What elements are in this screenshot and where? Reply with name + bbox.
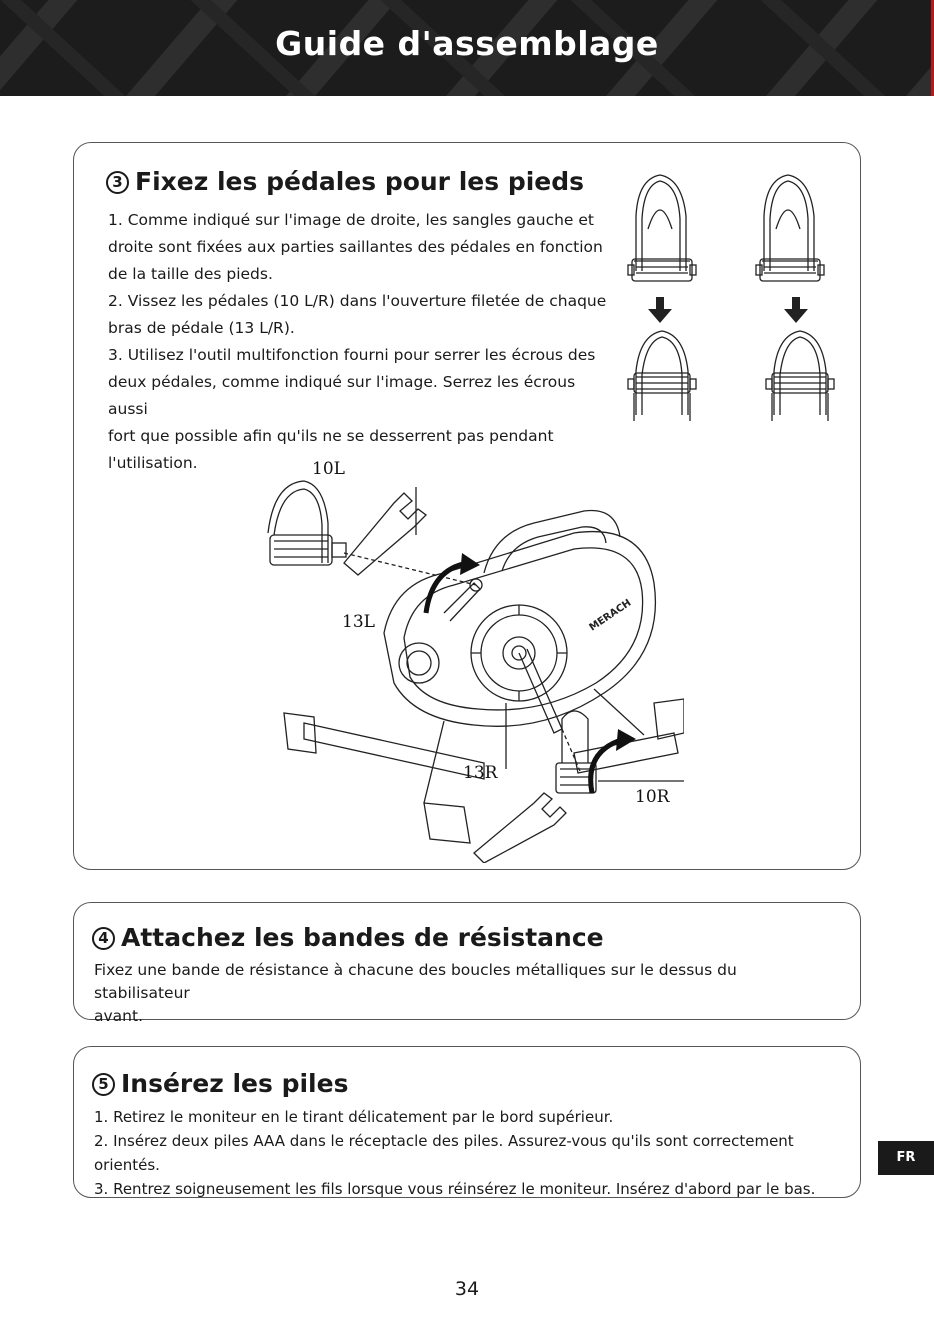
page-number: 34 [454, 1278, 480, 1300]
callout-13r: 13R [463, 763, 498, 783]
section-batteries-text: 1. Retirez le moniteur en le tirant délicatement par le bord supérieur. 2. Insérez deux piles AAA dans le réceptacle des piles. Assurez-vous qu'ils sont correctement orientés. 3. Rentrez soigneusement les fils lorsque vous réinsérez le moniteur. Insérez d'abord par le bas. [94, 1108, 816, 1198]
section-batteries-title: 5 Insérez les piles [92, 1069, 348, 1098]
callout-13l: 13L [342, 612, 375, 632]
page-title: Guide d'assemblage [275, 24, 659, 63]
callout-10l: 10L [312, 459, 345, 479]
down-arrow-icon [648, 297, 808, 323]
pedal-strap-before-left-icon [628, 175, 696, 281]
bike-frame-icon [284, 511, 684, 843]
section-number-badge: 3 [106, 171, 129, 194]
section-batteries [73, 1046, 861, 1198]
section-number-badge: 5 [92, 1073, 115, 1096]
header-banner [0, 0, 934, 96]
brand-logo: MERACH [587, 597, 634, 634]
pedal-strap-after-left-icon [628, 331, 696, 421]
section-resistance-text: Fixez une bande de résistance à chacune des boucles métalliques sur le dessus du stabilisateur avant. [94, 961, 737, 1025]
section-resistance-title: 4 Attachez les bandes de résistance [92, 923, 604, 952]
left-pedal-icon [268, 481, 346, 565]
section-resistance-bands [73, 902, 861, 1025]
callout-10r: 10R [635, 787, 670, 807]
section-pedals-title: 3 Fixez les pédales pour les pieds [106, 167, 584, 196]
section-pedals-text: 1. Comme indiqué sur l'image de droite, les sangles gauche et droite sont fixées aux parties saillantes des pédales en fonction de la taille des pieds. 2. Vissez les pédales (10 L/R) dans l'ouverture filetée de chaque bras de pédale (13 L/R). 3. Utilisez l'outil multifonction fourni pour serrer les écrous des deux pédales, comme indiqué sur l'image. Serrez les écrous aussi fort que possible afin qu'ils ne se desserrent pas pendant l'utilisation. [108, 211, 607, 472]
section-pedals [73, 142, 861, 870]
rotate-arrow-icon [426, 563, 624, 793]
section-number-badge: 4 [92, 927, 115, 950]
wrench-right-icon [474, 793, 566, 863]
bike-assembly-illustration [244, 463, 684, 863]
pedal-strap-illustration [624, 171, 844, 421]
pedal-strap-before-right-icon [756, 175, 824, 281]
pedal-strap-after-right-icon [766, 331, 834, 421]
language-tab: FR [878, 1141, 934, 1175]
